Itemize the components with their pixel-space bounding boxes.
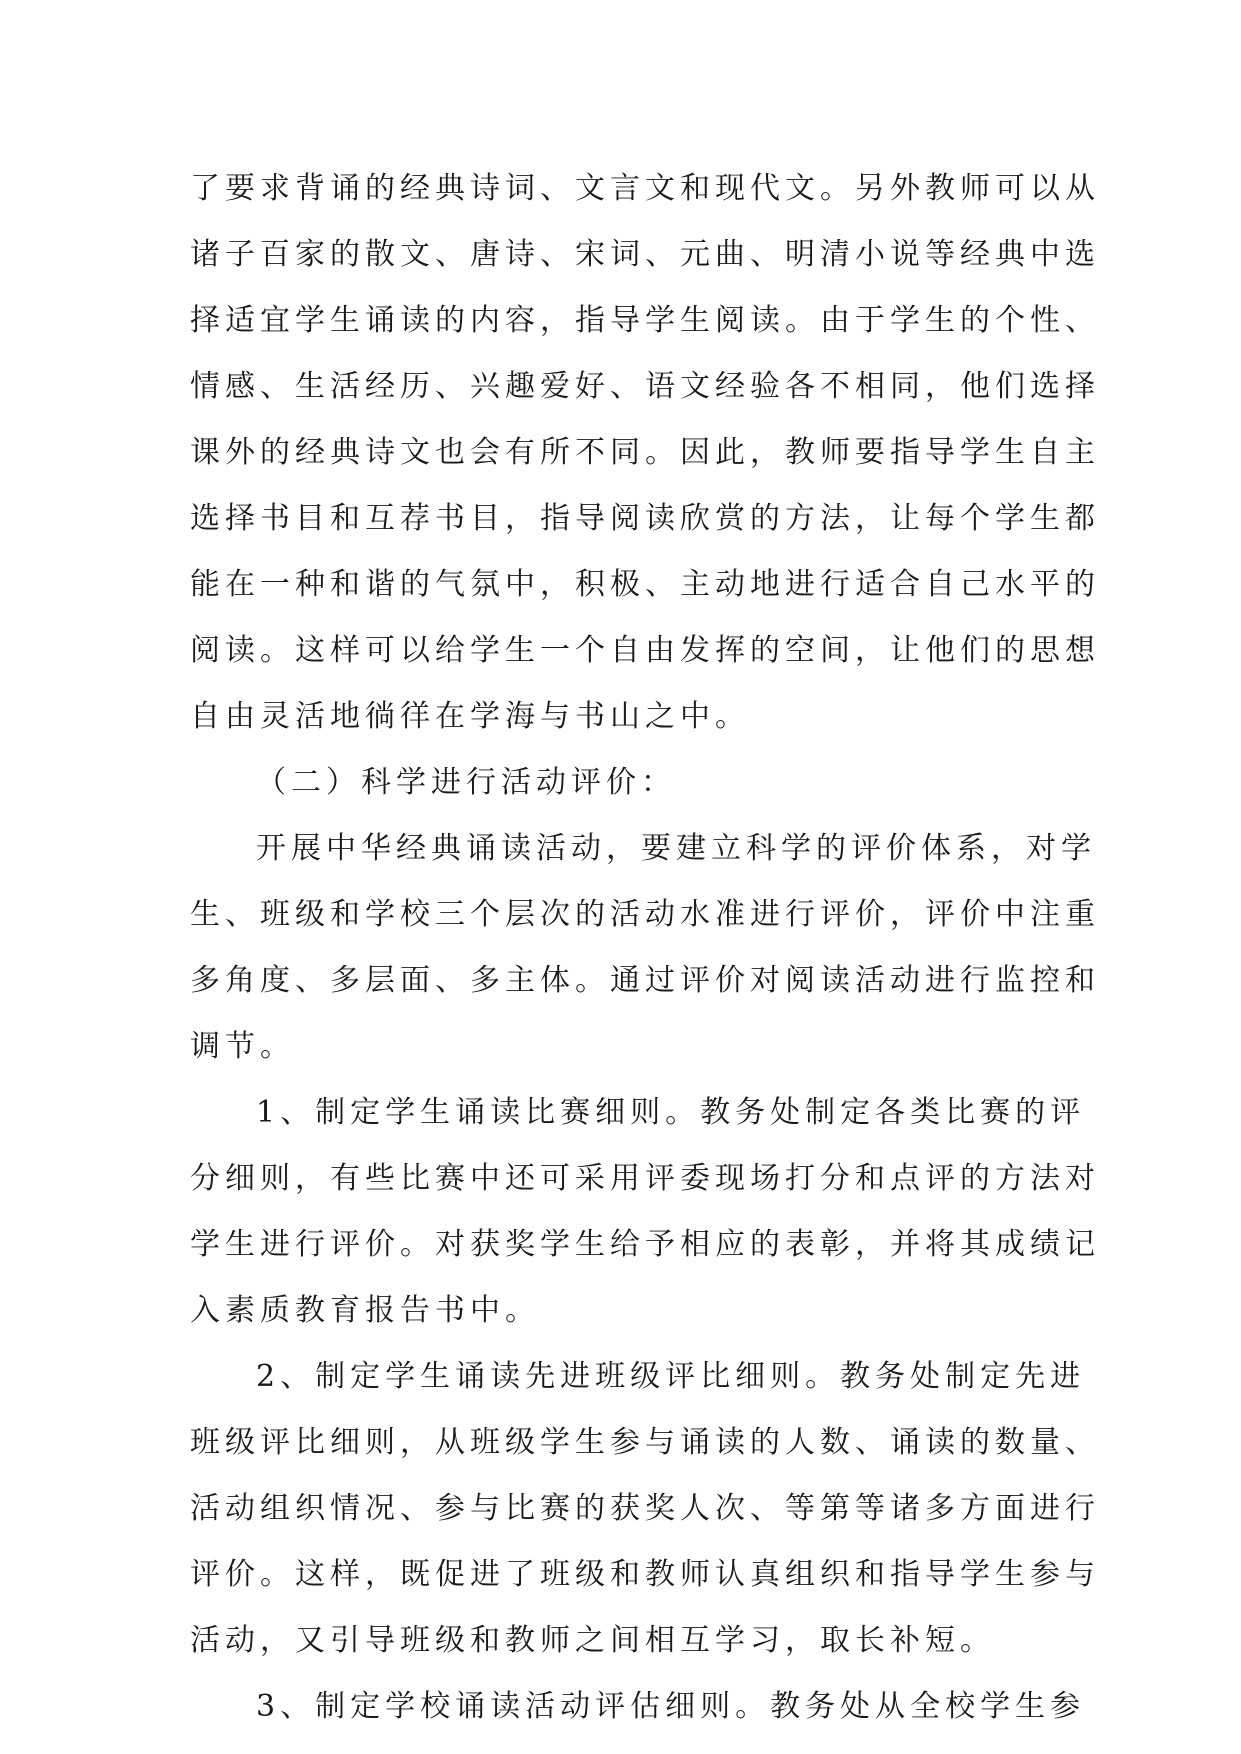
text-line: 2、制定学生诵读先进班级评比细则。教务处制定先进	[256, 1359, 1086, 1394]
text-line: 评价。这样，既促进了班级和教师认真组织和指导学生参与	[190, 1557, 1100, 1592]
text-line: 活动，又引导班级和教师之间相互学习，取长补短。	[190, 1623, 995, 1658]
text-line: 1、制定学生诵读比赛细则。教务处制定各类比赛的评	[256, 1095, 1086, 1130]
text-line: 阅读。这样可以给学生一个自由发挥的空间，让他们的思想	[190, 633, 1100, 668]
text-line: 调节。	[190, 1029, 295, 1064]
text-line: 开展中华经典诵读活动，要建立科学的评价体系，对学	[256, 831, 1096, 866]
text-line: 班级评比细则，从班级学生参与诵读的人数、诵读的数量、	[190, 1425, 1100, 1460]
text-line: 3、制定学校诵读活动评估细则。教务处从全校学生参	[256, 1689, 1086, 1724]
text-line: 学生进行评价。对获奖学生给予相应的表彰，并将其成绩记	[190, 1227, 1100, 1262]
text-line: 自由灵活地徜徉在学海与书山之中。	[190, 699, 750, 734]
text-line: 课外的经典诗文也会有所不同。因此，教师要指导学生自主	[190, 435, 1100, 470]
text-line: 选择书目和互荐书目，指导阅读欣赏的方法，让每个学生都	[190, 501, 1100, 536]
text-line: 生、班级和学校三个层次的活动水准进行评价，评价中注重	[190, 897, 1100, 932]
text-line: 分细则，有些比赛中还可采用评委现场打分和点评的方法对	[190, 1161, 1100, 1196]
text-line: 多角度、多层面、多主体。通过评价对阅读活动进行监控和	[190, 963, 1100, 998]
text-line: 择适宜学生诵读的内容，指导学生阅读。由于学生的个性、	[190, 303, 1100, 338]
text-line: 了要求背诵的经典诗词、文言文和现代文。另外教师可以从	[190, 171, 1100, 206]
text-line: （二）科学进行活动评价：	[256, 765, 676, 800]
text-line: 能在一种和谐的气氛中，积极、主动地进行适合自己水平的	[190, 567, 1100, 602]
text-line: 情感、生活经历、兴趣爱好、语文经验各不相同，他们选择	[190, 369, 1100, 404]
text-line: 活动组织情况、参与比赛的获奖人次、等第等诸多方面进行	[190, 1491, 1100, 1526]
text-line: 诸子百家的散文、唐诗、宋词、元曲、明清小说等经典中选	[190, 237, 1100, 272]
body-text	[190, 156, 1100, 1740]
text-line: 入素质教育报告书中。	[190, 1293, 540, 1328]
